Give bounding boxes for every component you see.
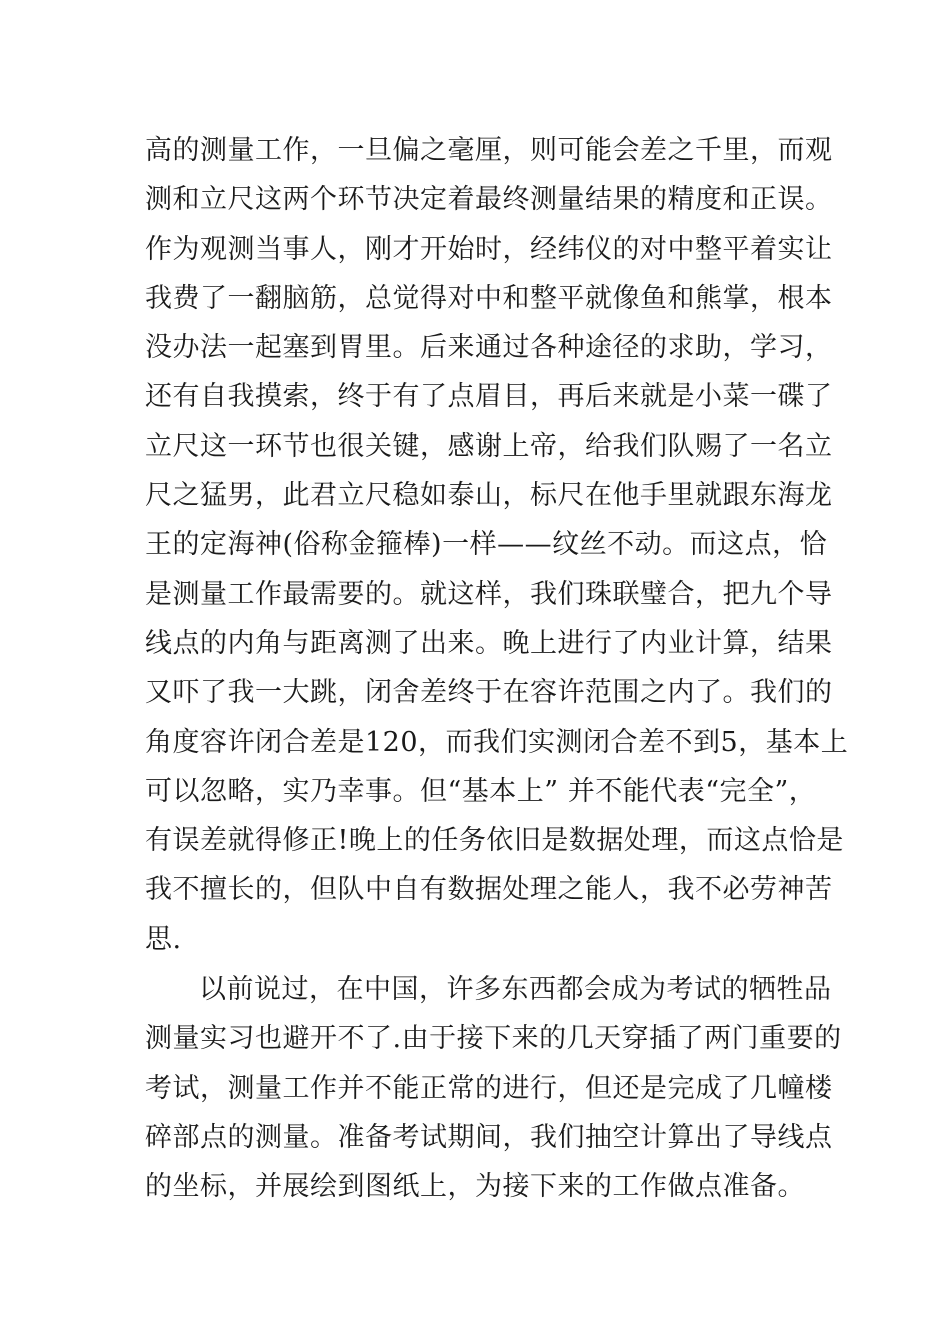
text-line: 还有自我摸索，终于有了点眉目，再后来就是小菜一碟了	[145, 381, 833, 413]
text-line: 可以忽略，实乃幸事。但“基本上” 并不能代表“完全”，	[145, 775, 817, 807]
text-line: 考试，测量工作并不能正常的进行，但还是完成了几幢楼	[145, 1072, 833, 1104]
text-line: 思.	[145, 923, 182, 955]
text-line: 立尺这一环节也很关键，感谢上帝，给我们队赐了一名立	[145, 430, 833, 462]
text-line: 是测量工作最需要的。就这样，我们珠联璧合，把九个导	[145, 578, 833, 610]
text-line: 测量实习也避开不了.由于接下来的几天穿插了两门重要的	[145, 1023, 842, 1055]
text-line: 又吓了我一大跳，闭舍差终于在容许范围之内了。我们的	[145, 677, 833, 709]
text-line: 角度容许闭合差是120，而我们实测闭合差不到5，基本上	[145, 726, 849, 758]
text-line: 王的定海神(俗称金箍棒)一样——纹丝不动。而这点，恰	[145, 529, 828, 561]
text-line: 我费了一翻脑筋，总觉得对中和整平就像鱼和熊掌，根本	[145, 282, 833, 314]
body-text	[145, 126, 849, 1212]
text-line: 的坐标，并展绘到图纸上，为接下来的工作做点准备。	[145, 1171, 805, 1203]
text-line: 没办法一起塞到胃里。后来通过各种途径的求助，学习，	[145, 332, 833, 364]
text-line: 尺之猛男，此君立尺稳如泰山，标尺在他手里就跟东海龙	[145, 480, 833, 512]
text-line: 线点的内角与距离测了出来。晚上进行了内业计算，结果	[145, 627, 833, 659]
text-line: 有误差就得修正!晚上的任务依旧是数据处理，而这点恰是	[145, 825, 844, 857]
text-line: 我不擅长的，但队中自有数据处理之能人，我不必劳神苦	[145, 874, 833, 906]
text-line: 测和立尺这两个环节决定着最终测量结果的精度和正误。	[145, 184, 833, 216]
text-line: 以前说过，在中国，许多东西都会成为考试的牺牲品	[199, 974, 832, 1006]
paragraph-1	[145, 126, 849, 964]
text-line: 高的测量工作，一旦偏之毫厘，则可能会差之千里，而观	[145, 135, 833, 166]
text-line: 碎部点的测量。准备考试期间，我们抽空计算出了导线点	[145, 1121, 833, 1153]
paragraph-2	[145, 965, 842, 1211]
text-line: 作为观测当事人，刚才开始时，经纬仪的对中整平着实让	[145, 233, 833, 265]
